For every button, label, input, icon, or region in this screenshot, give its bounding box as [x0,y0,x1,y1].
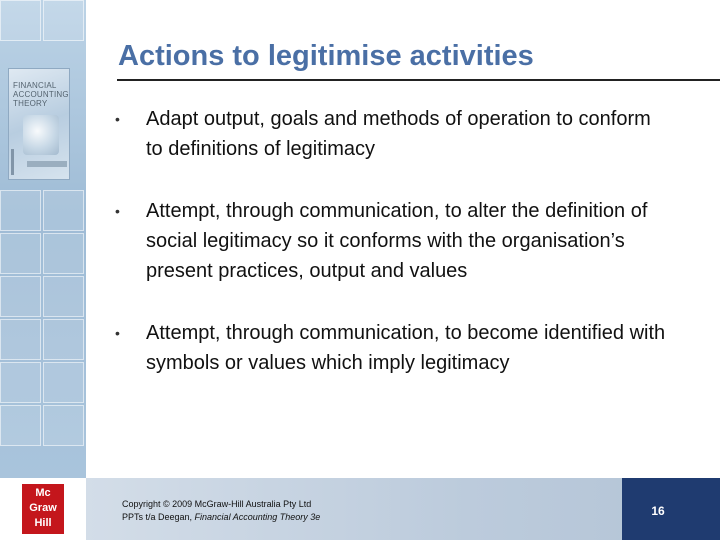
bullet-list [112,104,672,378]
cover-title-line: FINANCIAL [13,81,57,90]
cover-spine [11,149,14,175]
bullet-icon: • [115,325,120,341]
tile [0,233,41,274]
logo-line: Mc [35,487,51,499]
bullet-item [112,104,672,164]
tile [0,0,41,41]
bullet-text: Attempt, through communication, to become identified with symbols or values which imply legitimacy [146,322,666,374]
cover-author-bar [27,161,67,167]
bullet-text: Attempt, through communication, to alter the definition of social legitimacy so it conforms with the organisation’s present practices, output and values [146,200,648,282]
logo-line: Hill [34,517,52,529]
page-number: 16 [651,504,665,518]
logo-line: Graw [29,502,57,514]
bullet-text: Adapt output, goals and methods of operation to conform to definitions of legitimacy [146,108,651,160]
title-divider [117,79,720,81]
bullet-item [112,196,672,286]
bullet-item [112,318,672,378]
page-number-box [622,478,720,540]
tile [0,362,41,403]
sidebar-decoration [0,0,86,478]
footer-bar [86,478,720,540]
tile [43,276,84,317]
logo-area [0,478,86,540]
copyright-line: Copyright © 2009 McGraw-Hill Australia Pty Ltd [122,499,312,509]
bullet-icon: • [115,203,120,219]
copyright-prefix: PPTs t/a Deegan, [122,512,195,522]
book-cover-title [13,81,69,108]
tile [43,233,84,274]
tile [0,319,41,360]
book-cover-image [8,68,70,180]
bullet-icon: • [115,111,120,127]
tile [43,0,84,41]
tile [43,362,84,403]
tile [0,405,41,446]
slide-title: Actions to legitimise activities [118,40,534,72]
tile [43,319,84,360]
mcgraw-hill-logo [22,484,64,534]
tile [43,190,84,231]
tile [43,405,84,446]
ice-cube-illustration [23,115,59,155]
tile [0,276,41,317]
cover-title-line: ACCOUNTING [13,90,69,99]
book-title-italic: Financial Accounting Theory 3e [194,512,321,522]
copyright-line-2 [122,511,320,524]
copyright-notice [122,498,320,524]
tile [0,190,41,231]
cover-title-line: THEORY [13,99,48,108]
